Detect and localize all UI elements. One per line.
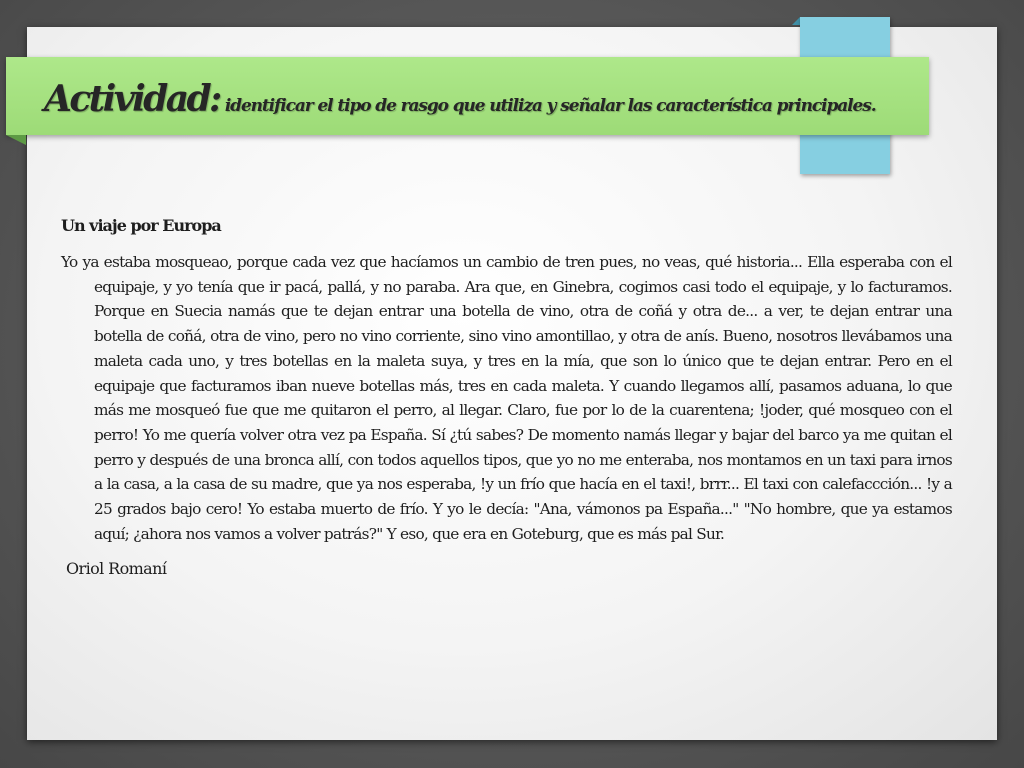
story-author: Oriol Romaní xyxy=(66,559,167,579)
story-heading: Un viaje por Europa xyxy=(61,216,221,235)
slide-title xyxy=(44,78,876,120)
ribbon-fold-decoration xyxy=(6,135,26,145)
tab-fold-decoration xyxy=(792,17,800,25)
title-main: Actividad: xyxy=(44,78,220,120)
title-subtitle: identificar el tipo de rasgo que utiliza y señalar las característica principales. xyxy=(224,96,876,116)
story-content xyxy=(61,214,952,581)
story-body: Yo ya estaba mosqueao, porque cada vez que hacíamos un cambio de tren pues, no veas, qué historia... Ella esperaba con el equipaje, y yo tenía que ir pacá, pallá, y no paraba. Ara que, en Ginebra, cogimos casi todo el equipaje, y lo facturamos. Porque en Suecia namás que te dejan entrar una botella de vino, otra de coñá y otra de... a ver, te dejan entrar una botella de coñá, otra de vino, pero no vino corriente, sino vino amontillao, y otra de anís. Bueno, nosotros llevábamos una maleta cada uno, y tres botellas en la maleta suya, y tres en la mía, que son lo único que te dejan entrar. Pero en el equipaje que facturamos iban nueve botellas más, tres en cada maleta. Y cuando llegamos allí, pasamos aduana, lo que más me mosqueó fue que me quitaron el perro, al llegar. Claro, fue por lo de la cuarentena; !joder, qué mosqueo con el perro! Yo me quería volver otra vez pa España. Sí ¿tú sabes? De momento namás llegar y bajar del barco ya me quitan el perro y después de una bronca allí, con todos aquellos tipos, que yo no me enteraba, nos montamos en un taxi para irnos a la casa, a la casa de su madre, que ya nos esperaba, !y un frío que hacía en el taxi!, brrr... El taxi con calefaccción... !y a 25 grados bajo cero! Yo estaba muerto de frío. Y yo le decía: "Ana, vámonos pa España..." "No hombre, que ya estamos aquí; ¿ahora nos vamos a volver patrás?" Y eso, que era en Goteburg, que es más pal Sur. xyxy=(61,253,952,543)
